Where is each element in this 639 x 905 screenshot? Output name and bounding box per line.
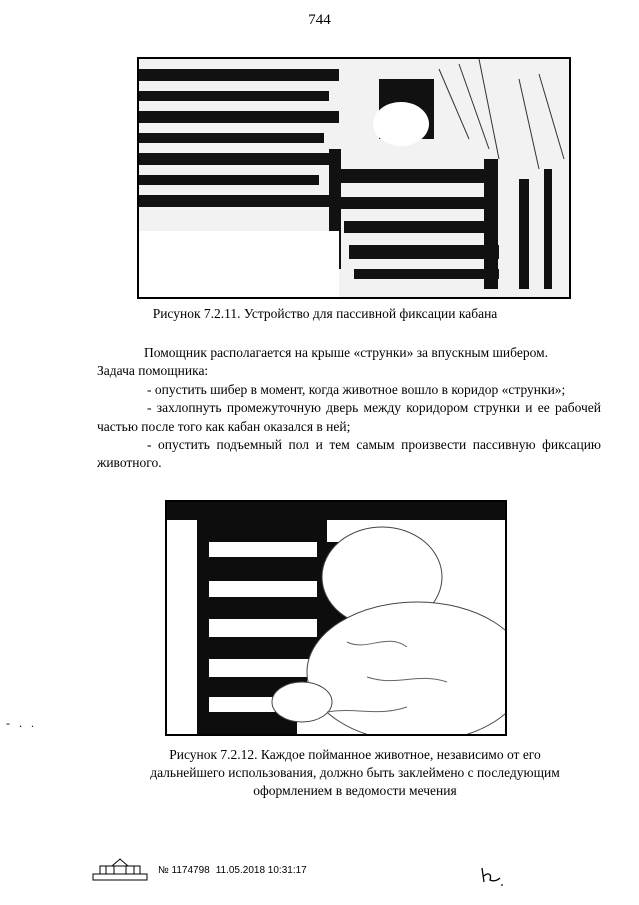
figure-photo-boar-trap	[137, 57, 571, 299]
task-item-1: - опустить шибер в момент, когда животное вошло в коридор «струнки»;	[147, 381, 566, 397]
figure-caption-7-2-11: Рисунок 7.2.11. Устройство для пассивной фиксации кабана	[152, 306, 498, 321]
doc-number: № 1174798	[158, 864, 210, 876]
document-id	[158, 865, 307, 876]
page-number: 744	[308, 12, 331, 28]
building-emblem-icon	[92, 858, 148, 882]
caption-line: дальнейшего использования, должно быть заклеймено с последующим	[150, 765, 560, 780]
caption-line: Рисунок 7.2.12. Каждое пойманное животное, независимо от его	[169, 747, 541, 762]
caption-line: оформлением в ведомости мечения	[253, 783, 457, 798]
branding-photo-image	[167, 502, 505, 734]
task-item-2: - захлопнуть промежуточную дверь между коридором струнки и ее рабочей частью после того как кабан оказался в ней;	[97, 400, 601, 434]
signature-icon	[478, 862, 506, 888]
figure-photo-branding	[165, 500, 507, 736]
doc-timestamp: 11.05.2018 10:31:17	[215, 864, 307, 876]
footer	[92, 858, 307, 882]
task-item-3: - опустить подъемный пол и тем самым произвести пассивную фиксацию животного.	[97, 437, 601, 471]
figure-caption-7-2-12	[130, 746, 580, 800]
margin-marks: - . .	[6, 716, 37, 730]
boar-trap-photo-image	[139, 59, 569, 297]
task-heading: Задача помощника:	[97, 363, 209, 379]
body-text	[97, 344, 601, 473]
paragraph-intro: Помощник располагается на крыше «струнки» за впускным шибером.	[144, 345, 549, 360]
